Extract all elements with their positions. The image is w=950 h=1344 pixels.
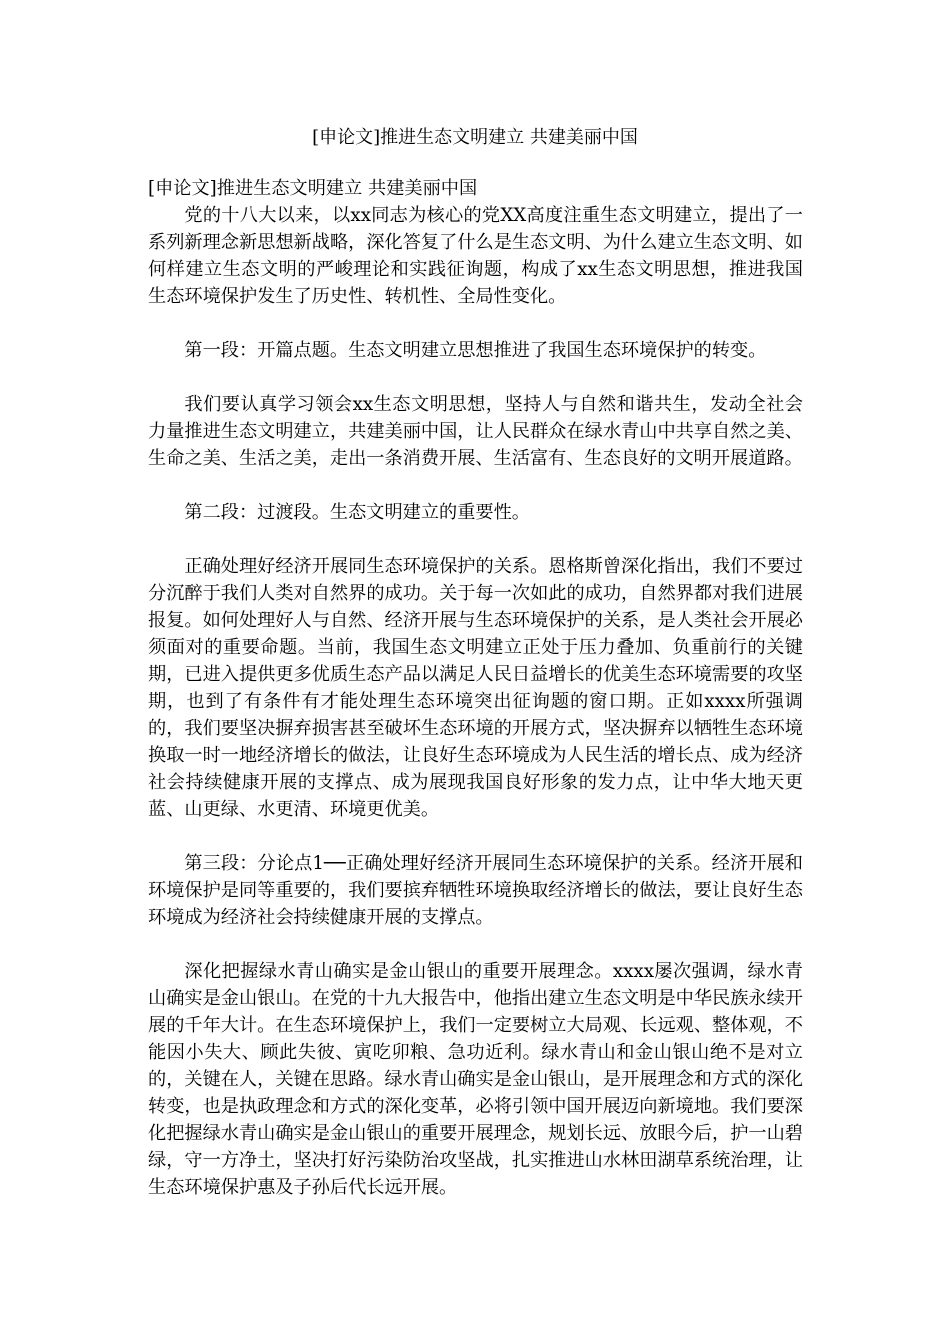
- document-subtitle: [申论文]推进生态文明建立 共建美丽中国: [148, 178, 478, 199]
- document-body: [148, 175, 803, 1201]
- paragraph-section-1-heading: 第一段：开篇点题。生态文明建立思想推进了我国生态环境保护的转变。: [184, 340, 767, 361]
- paragraph-study: 我们要认真学习领会xx生态文明思想，坚持人与自然和谐共生，发动全社会力量推进生态文明建立，共建美丽中国，让人民群众在绿水青山中共享自然之美、生命之美、生活之美，走出一条消费开展、生活富有、生态良好的文明开展道路。: [148, 394, 803, 469]
- paragraph-economy-environment: 正确处理好经济开展同生态环境保护的关系。恩格斯曾深化指出，我们不要过分沉醉于我们人类对自然界的成功。关于每一次如此的成功，自然界都对我们进展报复。如何处理好人与自然、经济开展与生态环境保护的关系，是人类社会开展必须面对的重要命题。当前，我国生态文明建立正处于压力叠加、负重前行的关键期，已进入提供更多优质生态产品以满足人民日益增长的优美生态环境需要的攻坚期，也到了有条件有才能处理生态环境突出征询题的窗口期。正如xxxx所强调的，我们要坚决摒弃损害甚至破坏生态环境的开展方式，坚决摒弃以牺牲生态环境换取一时一地经济增长的做法，让良好生态环境成为人民生活的增长点、成为经济社会持续健康开展的支撑点、成为展现我国良好形象的发力点，让中华大地天更蓝、山更绿、水更清、环境更优美。: [148, 556, 803, 820]
- document-title: [申论文]推进生态文明建立 共建美丽中国: [312, 127, 638, 148]
- paragraph-intro: 党的十八大以来，以xx同志为核心的党XX高度注重生态文明建立，提出了一系列新理念新思想新战略，深化答复了什么是生态文明、为什么建立生态文明、如何样建立生态文明的严峻理论和实践征询题，构成了xx生态文明思想，推进我国生态环境保护发生了历史性、转机性、全局性变化。: [148, 205, 803, 307]
- paragraph-green-mountains: 深化把握绿水青山确实是金山银山的重要开展理念。xxxx屡次强调，绿水青山确实是金山银山。在党的十九大报告中，他指出建立生态文明是中华民族永续开展的千年大计。在生态环境保护上，我们一定要树立大局观、长远观、整体观，不能因小失大、顾此失彼、寅吃卯粮、急功近利。绿水青山和金山银山绝不是对立的，关键在人，关键在思路。绿水青山确实是金山银山，是开展理念和方式的深化转变，也是执政理念和方式的深化变革，必将引领中国开展迈向新境地。我们要深化把握绿水青山确实是金山银山的重要开展理念，规划长远、放眼今后，护一山碧绿，守一方净土，坚决打好污染防治攻坚战，扎实推进山水林田湖草系统治理，让生态环境保护惠及子孙后代长远开展。: [148, 961, 803, 1198]
- paragraph-section-3-heading: 第三段：分论点1──正确处理好经济开展同生态环境保护的关系。经济开展和环境保护是同等重要的，我们要摈弃牺牲环境换取经济增长的做法，要让良好生态环境成为经济社会持续健康开展的支撑点。: [148, 853, 803, 928]
- paragraph-section-2-heading: 第二段：过渡段。生态文明建立的重要性。: [184, 502, 530, 523]
